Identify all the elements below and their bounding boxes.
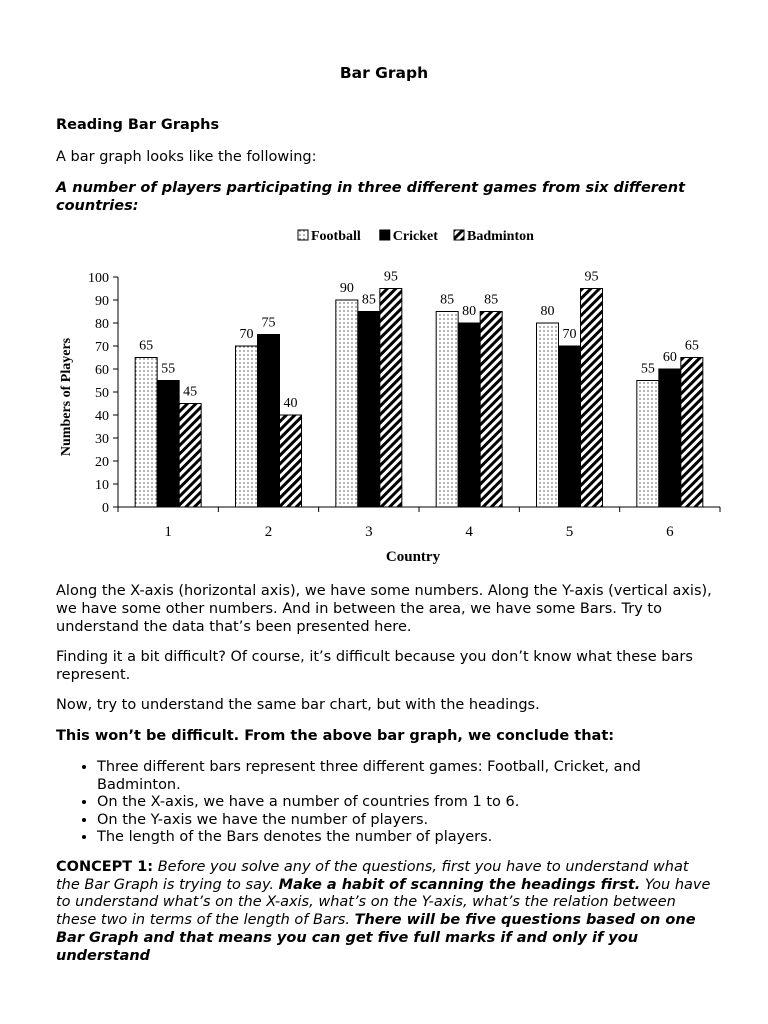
y-axis-ticks bbox=[88, 271, 118, 516]
x-tick-label: 4 bbox=[465, 524, 473, 540]
list-item: • On the Y-axis we have the number of players. bbox=[97, 812, 716, 830]
bar-value-label: 85 bbox=[361, 292, 376, 308]
bar-value-label: 65 bbox=[139, 338, 154, 354]
bar-value-label: 70 bbox=[562, 327, 577, 342]
bar-football bbox=[336, 300, 358, 507]
bar-football bbox=[135, 358, 157, 508]
x-axis-title: Country bbox=[385, 549, 441, 565]
paragraph-axes: Along the X-axis (horizontal axis), we have some numbers. Along the Y-axis (vertical axis), we have some other numbers. And in between the area, we have some Bars. Try to understand the data that’s been presented here. bbox=[56, 583, 712, 635]
bar-value-label: 80 bbox=[540, 304, 555, 319]
x-axis-ticks bbox=[118, 507, 720, 540]
y-tick-label: 20 bbox=[95, 455, 109, 470]
bar-value-label: 85 bbox=[440, 292, 455, 308]
y-tick-label: 0 bbox=[102, 501, 109, 516]
concept-text-3: You have to understand what’s on the X-axis, what’s on the Y-axis, what’s the relation between these two in terms of the length of Bars. bbox=[56, 876, 711, 929]
bar-cricket bbox=[258, 335, 280, 508]
legend-swatch-football bbox=[298, 230, 308, 240]
bar-cricket bbox=[358, 312, 380, 508]
bar-value-label: 70 bbox=[239, 327, 254, 342]
y-tick-label: 80 bbox=[95, 317, 109, 332]
list-item: • On the X-axis, we have a number of countries from 1 to 6. bbox=[97, 794, 716, 812]
figure-caption: A number of players participating in three different games from six different countries: bbox=[56, 180, 686, 214]
concept-paragraph bbox=[56, 859, 716, 965]
bar-cricket bbox=[458, 323, 480, 507]
paragraph-headings: Now, try to understand the same bar chart, but with the headings. bbox=[56, 697, 540, 713]
bar-value-label: 90 bbox=[339, 281, 354, 296]
bar-badminton bbox=[280, 415, 302, 507]
bar-badminton bbox=[681, 358, 703, 508]
bar-chart bbox=[50, 225, 730, 570]
bar-value-label: 75 bbox=[261, 315, 276, 331]
bar-cricket bbox=[157, 381, 179, 508]
concept-text-1: Before you solve any of the questions, first you have to understand what the Bar Graph is trying to say. bbox=[56, 859, 689, 893]
bar-cricket bbox=[659, 369, 681, 507]
bar-football bbox=[236, 346, 258, 507]
chart-bars bbox=[135, 289, 703, 508]
conclusion-heading: This won’t be difficult. From the above bar graph, we conclude that: bbox=[56, 728, 615, 744]
y-tick-label: 40 bbox=[95, 409, 109, 424]
bar-value-label: 55 bbox=[640, 361, 655, 377]
bar-value-label: 65 bbox=[684, 338, 699, 354]
x-tick-label: 3 bbox=[365, 524, 373, 540]
y-axis-title: Numbers of Players bbox=[59, 337, 74, 457]
page-title: Bar Graph bbox=[339, 64, 429, 82]
paragraph-difficult: Finding it a bit difficult? Of course, it’s difficult because you don’t know what these bars represent. bbox=[56, 649, 693, 683]
y-tick-label: 60 bbox=[95, 363, 109, 378]
intro-text: A bar graph looks like the following: bbox=[56, 149, 317, 165]
concept-text-4: There will be five questions based on one Bar Graph and that means you can get five full marks if and only if you understand bbox=[56, 912, 696, 964]
bar-value-label: 55 bbox=[161, 361, 176, 377]
legend-swatch-badminton bbox=[454, 230, 464, 240]
list-item: • The length of the Bars denotes the number of players. bbox=[97, 829, 716, 847]
y-tick-label: 70 bbox=[95, 340, 109, 355]
bar-cricket bbox=[559, 346, 581, 507]
x-tick-label: 1 bbox=[164, 524, 172, 540]
bar-football bbox=[637, 381, 659, 508]
x-tick-label: 5 bbox=[565, 524, 574, 540]
concept-label: CONCEPT 1: bbox=[56, 859, 154, 875]
x-tick-label: 2 bbox=[264, 524, 273, 540]
x-tick-label: 6 bbox=[666, 524, 674, 540]
conclusion-list bbox=[56, 759, 716, 847]
bar-value-label: 80 bbox=[462, 304, 477, 319]
bar-value-label: 85 bbox=[484, 292, 499, 308]
y-tick-label: 10 bbox=[95, 478, 109, 493]
bar-badminton bbox=[480, 312, 502, 508]
legend-label-cricket: Cricket bbox=[392, 229, 438, 244]
legend-swatch-cricket bbox=[380, 230, 390, 240]
bar-badminton bbox=[380, 289, 402, 508]
bar-value-label: 60 bbox=[662, 350, 677, 365]
list-item: • Three different bars represent three different games: Football, Cricket, and Badminton. bbox=[97, 759, 716, 794]
legend-label-football: Football bbox=[311, 229, 361, 244]
bar-football bbox=[436, 312, 458, 508]
bar-badminton bbox=[581, 289, 603, 508]
chart-data-labels bbox=[139, 270, 699, 412]
y-tick-label: 90 bbox=[95, 294, 109, 309]
bar-football bbox=[537, 323, 559, 507]
y-tick-label: 100 bbox=[88, 271, 109, 286]
legend-label-badminton: Badminton bbox=[467, 229, 534, 244]
bar-value-label: 95 bbox=[383, 269, 398, 285]
concept-text-2: Make a habit of scanning the headings first. bbox=[278, 876, 641, 893]
y-tick-label: 50 bbox=[95, 386, 109, 401]
bar-value-label: 40 bbox=[283, 396, 298, 411]
section-heading: Reading Bar Graphs bbox=[56, 117, 220, 133]
y-tick-label: 30 bbox=[95, 432, 109, 447]
bar-value-label: 95 bbox=[584, 269, 599, 285]
bar-badminton bbox=[179, 404, 201, 508]
bar-value-label: 45 bbox=[183, 384, 198, 400]
chart-legend bbox=[298, 229, 534, 244]
